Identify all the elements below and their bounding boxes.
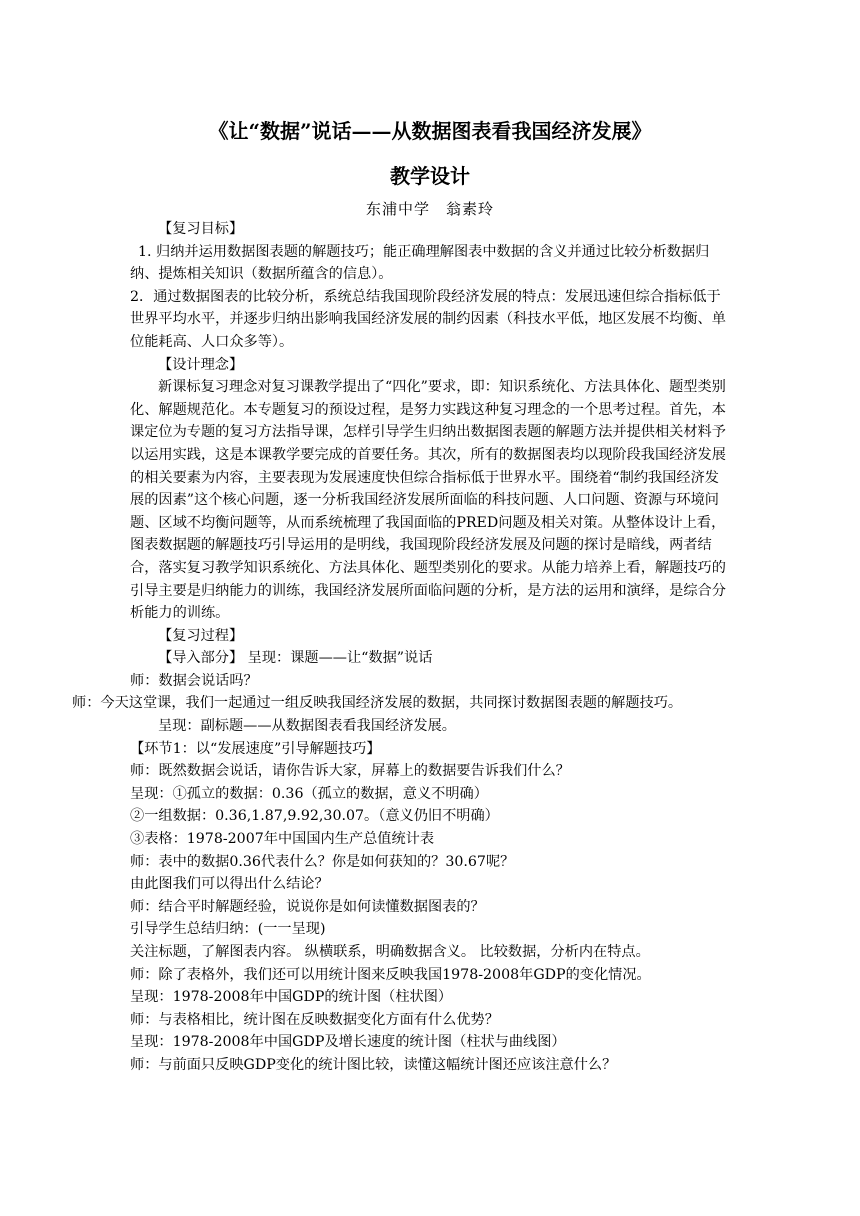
presentation-line: 呈现：①孤立的数据：0.36（孤立的数据，意义不明确） <box>130 785 488 802</box>
dialogue-line: 师：除了表格外，我们还可以用统计图来反映我国1978-2008年GDP的变化情况。 <box>130 966 651 983</box>
dialogue-line: 师：结合平时解题经验，说说你是如何读懂数据图表的？ <box>130 898 485 915</box>
document-body <box>72 218 732 1077</box>
design-paragraph: 新课标复习理念对复习课教学提出了“四化”要求，即：知识系统化、方法具体化、题型类别化、解题规范化。本专题复习的预设过程，是努力实践这种复习理念的一个思考过程。首先，本课定位为专题的复习方法指导课，怎样引导学生归纳出数据图表题的解题方法并提供相关材料予以运用实践，这是本课教学要完成的首要任务。其次，所有的数据图表均以现阶段我国经济发展的相关要素为内容，主要表现为发展速度快但综合指标低于世界水平。围绕着“制约我国经济发展的因素”这个核心问题，逐一分析我国经济发展所面临的科技问题、人口问题、资源与环境问题、区域不均衡问题等，从而系统梳理了我国面临的PRED问题及相关对策。从整体设计上看，图表数据题的解题技巧引导运用的是明线，我国现阶段经济发展及问题的探讨是暗线，两者结合，落实复习教学知识系统化、方法具体化、题型类别化的要求。从能力培养上看，解题技巧的引导主要是归纳能力的训练，我国经济发展所面临问题的分析，是方法的运用和演绎，是综合分析能力的训练。 <box>130 379 726 622</box>
dialogue-line: 师：数据会说话吗？ <box>130 672 258 689</box>
dialogue-line: 师：表中的数据0.36代表什么？你是如何获知的？30.67呢？ <box>130 853 515 870</box>
presentation-line: ③表格：1978-2007年中国国内生产总值统计表 <box>130 831 435 848</box>
dialogue-line: 师：与前面只反映GDP变化的统计图比较，读懂这幅统计图还应该注意什么？ <box>130 1056 617 1073</box>
author-line: 东浦中学 翁素玲 <box>365 200 494 218</box>
presentation-line: 呈现：1978-2008年中国GDP的统计图（柱状图） <box>130 989 453 1006</box>
dialogue-line: 由此图我们可以得出什么结论？ <box>130 876 329 893</box>
presentation-line: ②一组数据：0.36,1.87,9.92,30.07。（意义仍旧不明确） <box>130 808 499 825</box>
document-subtitle: 教学设计 <box>390 164 470 188</box>
dialogue-line: 师：今天这堂课，我们一起通过一组反映我国经济发展的数据，共同探讨数据图表题的解题技巧。 <box>72 695 683 712</box>
section-heading-process: 【复习过程】 <box>158 627 244 644</box>
dialogue-line: 师：既然数据会说话，请你告诉大家，屏幕上的数据要告诉我们什么？ <box>130 763 570 780</box>
segment-heading-1: 【环节1：以“发展速度”引导解题技巧】 <box>130 740 381 757</box>
section-heading-design: 【设计理念】 <box>158 356 244 373</box>
intro-heading: 【导入部分】 呈现：课题——让“数据”说话 <box>158 650 433 667</box>
presentation-line: 引导学生总结归纳：(一一呈现) <box>130 921 326 938</box>
section-heading-objectives: 【复习目标】 <box>158 221 244 237</box>
summary-line: 关注标题，了解图表内容。 纵横联系，明确数据含义。 比较数据，分析内在特点。 <box>130 944 650 960</box>
document-title: 《让“数据”说话——从数据图表看我国经济发展》 <box>208 119 652 143</box>
presentation-line: 呈现：副标题——从数据图表看我国经济发展。 <box>158 718 456 735</box>
objective-item-2: 2．通过数据图表的比较分析，系统总结我国现阶段经济发展的特点：发展迅速但综合指标低于世界平均水平，并逐步归纳出影响我国经济发展的制约因素（科技水平低，地区发展不均衡、单位能耗高、人口众多等）。 <box>130 288 726 350</box>
objective-item-1: 1. 归纳并运用数据图表题的解题技巧；能正确理解图表中数据的含义并通过比较分析数据归纳、提炼相关知识（数据所蕴含的信息）。 <box>130 243 710 283</box>
dialogue-line: 师：与表格相比，统计图在反映数据变化方面有什么优势？ <box>130 1011 499 1028</box>
presentation-line: 呈现：1978-2008年中国GDP及增长速度的统计图（柱状与曲线图） <box>130 1034 566 1051</box>
